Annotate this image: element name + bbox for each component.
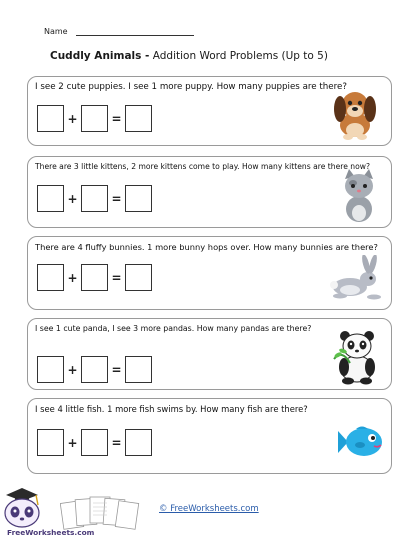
plus-sign: + — [67, 270, 78, 285]
problem-card-3 — [27, 236, 392, 310]
answer-box-addend-2[interactable] — [81, 185, 108, 212]
problem-card-4 — [27, 318, 392, 390]
problem-question: There are 3 little kittens, 2 more kittens come to play. How many kittens are there now? — [35, 162, 370, 171]
equation-row — [37, 356, 152, 383]
equals-sign: = — [111, 270, 122, 285]
plus-sign: + — [67, 362, 78, 377]
answer-box-addend-1[interactable] — [37, 429, 64, 456]
kitten-icon — [340, 169, 378, 223]
worksheet-title — [50, 50, 328, 62]
bunny-icon — [326, 255, 384, 301]
answer-box-addend-2[interactable] — [81, 105, 108, 132]
answer-box-sum[interactable] — [125, 185, 152, 212]
plus-sign: + — [67, 111, 78, 126]
equation-row — [37, 105, 152, 132]
equals-sign: = — [111, 362, 122, 377]
problem-card-2 — [27, 156, 392, 228]
logo-wordmark: FreeWorksheets.com — [7, 528, 95, 537]
equation-row — [37, 185, 152, 212]
answer-box-sum[interactable] — [125, 356, 152, 383]
name-row — [44, 26, 194, 36]
panda-icon — [332, 329, 382, 385]
answer-box-addend-2[interactable] — [81, 429, 108, 456]
equals-sign: = — [111, 191, 122, 206]
answer-box-addend-1[interactable] — [37, 105, 64, 132]
answer-box-addend-1[interactable] — [37, 264, 64, 291]
plus-sign: + — [67, 435, 78, 450]
fish-icon — [334, 425, 384, 459]
equation-row — [37, 429, 152, 456]
answer-box-addend-1[interactable] — [37, 356, 64, 383]
problem-question: I see 2 cute puppies. I see 1 more puppy. How many puppies are there? — [35, 82, 347, 92]
puppy-icon — [331, 85, 379, 141]
copyright-link[interactable]: © FreeWorksheets.com — [159, 504, 259, 514]
problem-card-5 — [27, 398, 392, 474]
answer-box-sum[interactable] — [125, 429, 152, 456]
answer-box-addend-1[interactable] — [37, 185, 64, 212]
worksheet-stack-icon — [60, 494, 140, 532]
answer-box-addend-2[interactable] — [81, 356, 108, 383]
name-field[interactable] — [76, 26, 194, 36]
title-topic: Cuddly Animals - — [50, 50, 150, 62]
answer-box-sum[interactable] — [125, 264, 152, 291]
problem-question: I see 1 cute panda, I see 3 more pandas. How many pandas are there? — [35, 324, 312, 333]
answer-box-sum[interactable] — [125, 105, 152, 132]
equation-row — [37, 264, 152, 291]
name-label: Name — [44, 27, 68, 36]
equals-sign: = — [111, 111, 122, 126]
problem-question: There are 4 fluffy bunnies. 1 more bunny hops over. How many bunnies are there? — [35, 242, 378, 252]
problem-card-1 — [27, 76, 392, 146]
plus-sign: + — [67, 191, 78, 206]
equals-sign: = — [111, 435, 122, 450]
problem-question: I see 4 little fish. 1 more fish swims by. How many fish are there? — [35, 404, 308, 414]
answer-box-addend-2[interactable] — [81, 264, 108, 291]
title-subtitle: Addition Word Problems (Up to 5) — [152, 50, 328, 62]
